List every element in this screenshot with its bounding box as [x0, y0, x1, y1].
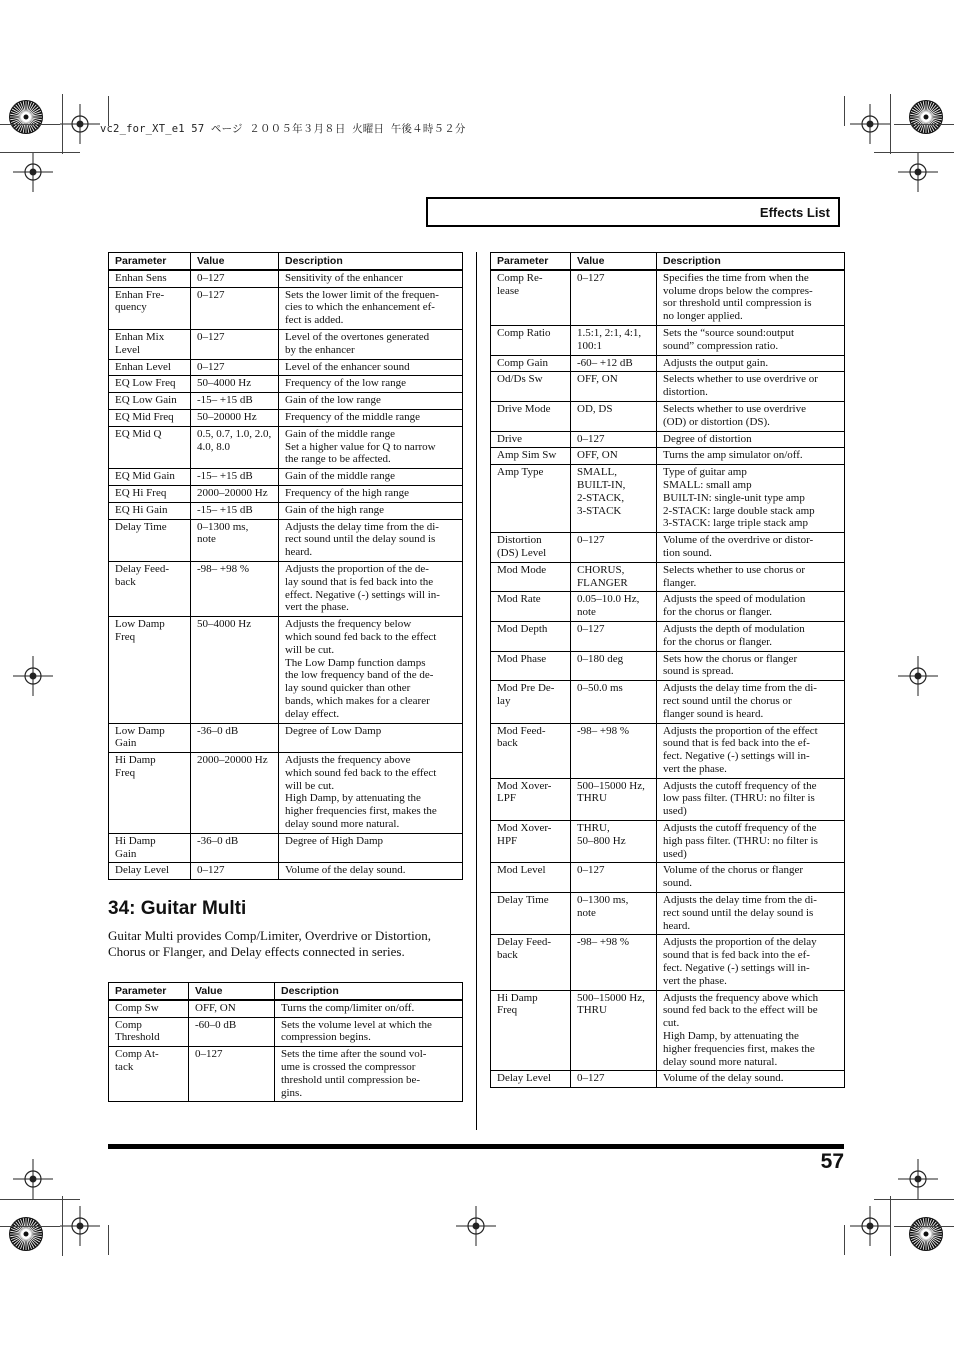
table-row [491, 448, 845, 465]
table-row [491, 778, 845, 820]
param-description: Selects whether to use overdrive (OD) or distortion (DS). [657, 401, 845, 431]
table-row [109, 376, 463, 393]
param-name: Delay Level [491, 1071, 571, 1088]
crop-line [894, 124, 954, 125]
param-value: THRU, 50–800 Hz [571, 821, 657, 863]
table-row [491, 935, 845, 990]
table-row [491, 893, 845, 935]
registration-mark-icon [456, 1206, 496, 1246]
param-name: Mod Xover- LPF [491, 778, 571, 820]
param-name: EQ Mid Q [109, 426, 191, 468]
param-value: -98– +98 % [571, 935, 657, 990]
param-name: Comp Sw [109, 1000, 189, 1017]
param-description: Adjusts the cutoff frequency of the high pass filter. (THRU: no filter is used) [657, 821, 845, 863]
param-description: Gain of the middle range [279, 469, 463, 486]
param-value: 2000–20000 Hz [191, 485, 279, 502]
table-row [109, 723, 463, 753]
param-value: 0–1300 ms, note [191, 519, 279, 561]
param-name: Comp Gain [491, 355, 571, 372]
table-row [491, 270, 845, 326]
table-row [109, 519, 463, 561]
table-row [109, 561, 463, 616]
param-name: EQ Low Freq [109, 376, 191, 393]
param-name: Delay Feed- back [491, 935, 571, 990]
table-row [109, 1017, 463, 1047]
crop-line [890, 94, 891, 154]
param-description: Adjusts the cutoff frequency of the low pass filter. (THRU: no filter is used) [657, 778, 845, 820]
table-row [109, 393, 463, 410]
param-description: Gain of the high range [279, 502, 463, 519]
table-row [491, 821, 845, 863]
param-value: -15– +15 dB [191, 393, 279, 410]
param-value: 0–127 [571, 621, 657, 651]
col-header-value: Value [191, 253, 279, 270]
param-name: Drive [491, 431, 571, 448]
param-description: Sets the time after the sound vol- ume is crossed the compressor threshold until compression be- gins. [275, 1047, 463, 1102]
crop-line [894, 1226, 954, 1227]
table-row [491, 401, 845, 431]
table-row [109, 469, 463, 486]
table-row [109, 502, 463, 519]
param-name: Comp Threshold [109, 1017, 189, 1047]
registration-mark-icon [60, 1206, 100, 1246]
crop-line [62, 1196, 63, 1256]
section-tab-label: Effects List [759, 205, 830, 220]
param-description: Adjusts the delay time from the di- rect sound until the delay sound is heard. [279, 519, 463, 561]
table-row [109, 753, 463, 834]
param-description: Turns the comp/limiter on/off. [275, 1000, 463, 1017]
col-header-parameter: Parameter [109, 983, 189, 1000]
param-value: SMALL, BUILT-IN, 2-STACK, 3-STACK [571, 465, 657, 533]
param-value: 0–127 [191, 863, 279, 880]
table-row [491, 592, 845, 622]
param-name: Mod Depth [491, 621, 571, 651]
param-name: Mod Xover- HPF [491, 821, 571, 863]
crop-line [874, 1199, 954, 1200]
col-header-description: Description [657, 253, 845, 270]
col-header-value: Value [571, 253, 657, 270]
param-value: 0–127 [191, 329, 279, 359]
registration-mark-icon [60, 104, 100, 144]
param-value: 0–127 [571, 863, 657, 893]
params-table-right [490, 252, 845, 1088]
table-row [491, 372, 845, 402]
col-header-value: Value [189, 983, 275, 1000]
param-value: 0–127 [191, 270, 279, 287]
param-value: 50–20000 Hz [191, 409, 279, 426]
param-value: 500–15000 Hz, THRU [571, 990, 657, 1071]
table-row [491, 325, 845, 355]
param-value: 0–50.0 ms [571, 681, 657, 723]
param-name: Hi Damp Freq [491, 990, 571, 1071]
table-row [491, 355, 845, 372]
param-value: 500–15000 Hz, THRU [571, 778, 657, 820]
table-row [491, 651, 845, 681]
param-name: Comp At- tack [109, 1047, 189, 1102]
crop-line [874, 152, 954, 153]
param-value: 0.5, 0.7, 1.0, 2.0, 4.0, 8.0 [191, 426, 279, 468]
table-row [109, 287, 463, 329]
param-value: -98– +98 % [571, 723, 657, 778]
param-value: 0–127 [571, 533, 657, 563]
param-description: Sensitivity of the enhancer [279, 270, 463, 287]
table-row [491, 723, 845, 778]
registration-mark-icon [13, 1159, 53, 1199]
crop-line [0, 1226, 60, 1227]
param-value: 0–127 [571, 270, 657, 326]
section-heading: 34: Guitar Multi [108, 898, 247, 919]
param-value: 50–4000 Hz [191, 617, 279, 723]
param-description: Adjusts the frequency above which sound fed back to the effect will be cut. High Damp, by attenuating the higher frequencies first, makes the delay sound more natural. [279, 753, 463, 834]
footer-rule [108, 1144, 844, 1149]
param-name: Low Damp Freq [109, 617, 191, 723]
table-row [109, 485, 463, 502]
table-row [491, 681, 845, 723]
param-description: Adjusts the speed of modulation for the chorus or flanger. [657, 592, 845, 622]
param-value: 1.5:1, 2:1, 4:1, 100:1 [571, 325, 657, 355]
param-value: 0–127 [571, 431, 657, 448]
column-divider [476, 252, 477, 1130]
param-description: Volume of the delay sound. [657, 1071, 845, 1088]
param-name: Mod Mode [491, 562, 571, 592]
params-table-left [108, 252, 463, 880]
param-value: -15– +15 dB [191, 502, 279, 519]
param-value: 2000–20000 Hz [191, 753, 279, 834]
param-name: Delay Time [491, 893, 571, 935]
registration-mark-icon [850, 1206, 890, 1246]
table-row [109, 1047, 463, 1102]
param-description: Sets the volume level at which the compression begins. [275, 1017, 463, 1047]
param-description: Adjusts the depth of modulation for the chorus or flanger. [657, 621, 845, 651]
param-name: Enhan Sens [109, 270, 191, 287]
color-target-icon [8, 1216, 44, 1252]
table-row [491, 863, 845, 893]
param-description: Adjusts the delay time from the di- rect sound until the delay sound is heard. [657, 893, 845, 935]
param-description: Level of the overtones generated by the enhancer [279, 329, 463, 359]
col-header-description: Description [279, 253, 463, 270]
param-name: Delay Level [109, 863, 191, 880]
param-name: Enhan Level [109, 359, 191, 376]
param-description: Frequency of the high range [279, 485, 463, 502]
param-description: Adjusts the proportion of the de- lay sound that is fed back into the effect. Negative (-) settings will in- vert the phase. [279, 561, 463, 616]
param-value: 0–127 [191, 359, 279, 376]
table-row [491, 465, 845, 533]
param-description: Adjusts the frequency below which sound fed back to the effect will be cut. The Low Damp function damps the low frequency band of the de- lay sound quicker than other bands, which makes for a clearer delay effect. [279, 617, 463, 723]
param-name: Distortion (DS) Level [491, 533, 571, 563]
param-name: Enhan Mix Level [109, 329, 191, 359]
param-value: OFF, ON [189, 1000, 275, 1017]
param-description: Volume of the delay sound. [279, 863, 463, 880]
crop-line [844, 96, 845, 126]
registration-mark-icon [898, 1159, 938, 1199]
table-row [109, 1000, 463, 1017]
param-name: Mod Rate [491, 592, 571, 622]
registration-mark-icon [898, 656, 938, 696]
param-name: Low Damp Gain [109, 723, 191, 753]
param-name: Amp Type [491, 465, 571, 533]
param-description: Degree of distortion [657, 431, 845, 448]
crop-line [844, 1225, 845, 1255]
param-description: Gain of the middle range Set a higher value for Q to narrow the range to be affected. [279, 426, 463, 468]
crop-line [108, 1225, 109, 1255]
crop-line [0, 124, 60, 125]
col-header-parameter: Parameter [491, 253, 571, 270]
param-name: Mod Level [491, 863, 571, 893]
color-target-icon [908, 99, 944, 135]
param-description: Selects whether to use overdrive or distortion. [657, 372, 845, 402]
registration-mark-icon [13, 152, 53, 192]
registration-mark-icon [850, 104, 890, 144]
param-description: Sets how the chorus or flanger sound is spread. [657, 651, 845, 681]
param-name: Od/Ds Sw [491, 372, 571, 402]
section-tab [426, 197, 840, 227]
param-description: Adjusts the proportion of the effect sound that is fed back into the ef- fect. Negative (-) settings will in- vert the phase. [657, 723, 845, 778]
param-value: OFF, ON [571, 372, 657, 402]
table-row [109, 426, 463, 468]
param-name: EQ Mid Freq [109, 409, 191, 426]
param-description: Degree of High Damp [279, 833, 463, 863]
param-description: Type of guitar amp SMALL: small amp BUILT-IN: single-unit type amp 2-STACK: large double stack amp 3-STACK: large triple stack amp [657, 465, 845, 533]
param-value: OFF, ON [571, 448, 657, 465]
param-description: Frequency of the middle range [279, 409, 463, 426]
param-description: Selects whether to use chorus or flanger. [657, 562, 845, 592]
param-name: EQ Mid Gain [109, 469, 191, 486]
param-value: -36–0 dB [191, 833, 279, 863]
param-value: 0–127 [191, 287, 279, 329]
param-description: Adjusts the delay time from the di- rect sound until the chorus or flanger sound is heard. [657, 681, 845, 723]
table-row [491, 1071, 845, 1088]
param-value: 0.05–10.0 Hz, note [571, 592, 657, 622]
param-description: Turns the amp simulator on/off. [657, 448, 845, 465]
param-value: 50–4000 Hz [191, 376, 279, 393]
table-row [109, 359, 463, 376]
param-description: Volume of the chorus or flanger sound. [657, 863, 845, 893]
param-name: Amp Sim Sw [491, 448, 571, 465]
param-name: Delay Time [109, 519, 191, 561]
registration-mark-icon [898, 152, 938, 192]
param-value: 0–180 deg [571, 651, 657, 681]
param-value: 0–127 [571, 1071, 657, 1088]
param-name: Mod Pre De- lay [491, 681, 571, 723]
param-description: Adjusts the output gain. [657, 355, 845, 372]
param-name: Mod Feed- back [491, 723, 571, 778]
color-target-icon [908, 1216, 944, 1252]
param-value: -98– +98 % [191, 561, 279, 616]
param-description: Sets the “source sound:output sound” compression ratio. [657, 325, 845, 355]
table-row [109, 617, 463, 723]
param-name: EQ Low Gain [109, 393, 191, 410]
param-description: Volume of the overdrive or distor- tion sound. [657, 533, 845, 563]
param-name: Mod Phase [491, 651, 571, 681]
param-name: Hi Damp Freq [109, 753, 191, 834]
param-value: -15– +15 dB [191, 469, 279, 486]
param-description: Level of the enhancer sound [279, 359, 463, 376]
page-number: 57 [820, 1150, 844, 1173]
table-row [109, 833, 463, 863]
param-value: 0–127 [189, 1047, 275, 1102]
table-row [491, 621, 845, 651]
param-description: Frequency of the low range [279, 376, 463, 393]
table-row [109, 270, 463, 287]
param-name: EQ Hi Freq [109, 485, 191, 502]
intro-paragraph: Guitar Multi provides Comp/Limiter, Overdrive or Distortion, Chorus or Flanger, and Delay effects connected in series. [108, 928, 431, 959]
param-description: Gain of the low range [279, 393, 463, 410]
table-row [491, 431, 845, 448]
crop-line [0, 152, 80, 153]
param-description: Adjusts the frequency above which sound fed back to the effect will be cut. High Damp, by attenuating the higher frequencies first, makes the delay sound more natural. [657, 990, 845, 1071]
table-row [491, 533, 845, 563]
col-header-parameter: Parameter [109, 253, 191, 270]
print-header: vc2_for_XT_e1 57 ページ ２００５年３月８日 火曜日 午後４時５２分 [100, 123, 466, 135]
param-name: Hi Damp Gain [109, 833, 191, 863]
param-name: Delay Feed- back [109, 561, 191, 616]
param-description: Degree of Low Damp [279, 723, 463, 753]
col-header-description: Description [275, 983, 463, 1000]
crop-line [62, 94, 63, 154]
param-description: Sets the lower limit of the frequen- cies to which the enhancement ef- fect is added. [279, 287, 463, 329]
param-description: Specifies the time from when the volume drops below the compres- sor threshold until compression is no longer applied. [657, 270, 845, 326]
param-name: Comp Re- lease [491, 270, 571, 326]
table-row [491, 990, 845, 1071]
param-name: Enhan Fre- quency [109, 287, 191, 329]
table-row [109, 329, 463, 359]
crop-line [0, 1199, 80, 1200]
param-value: -36–0 dB [191, 723, 279, 753]
param-value: CHORUS, FLANGER [571, 562, 657, 592]
params-table-comp [108, 982, 463, 1102]
crop-line [890, 1196, 891, 1256]
registration-mark-icon [13, 656, 53, 696]
param-name: EQ Hi Gain [109, 502, 191, 519]
table-row [109, 409, 463, 426]
param-value: -60–0 dB [189, 1017, 275, 1047]
table-row [491, 562, 845, 592]
param-description: Adjusts the proportion of the delay sound that is fed back into the ef- fect. Negative (-) settings will in- vert the phase. [657, 935, 845, 990]
param-value: OD, DS [571, 401, 657, 431]
param-name: Drive Mode [491, 401, 571, 431]
param-name: Comp Ratio [491, 325, 571, 355]
color-target-icon [8, 99, 44, 135]
table-row [109, 863, 463, 880]
param-value: 0–1300 ms, note [571, 893, 657, 935]
param-value: -60– +12 dB [571, 355, 657, 372]
